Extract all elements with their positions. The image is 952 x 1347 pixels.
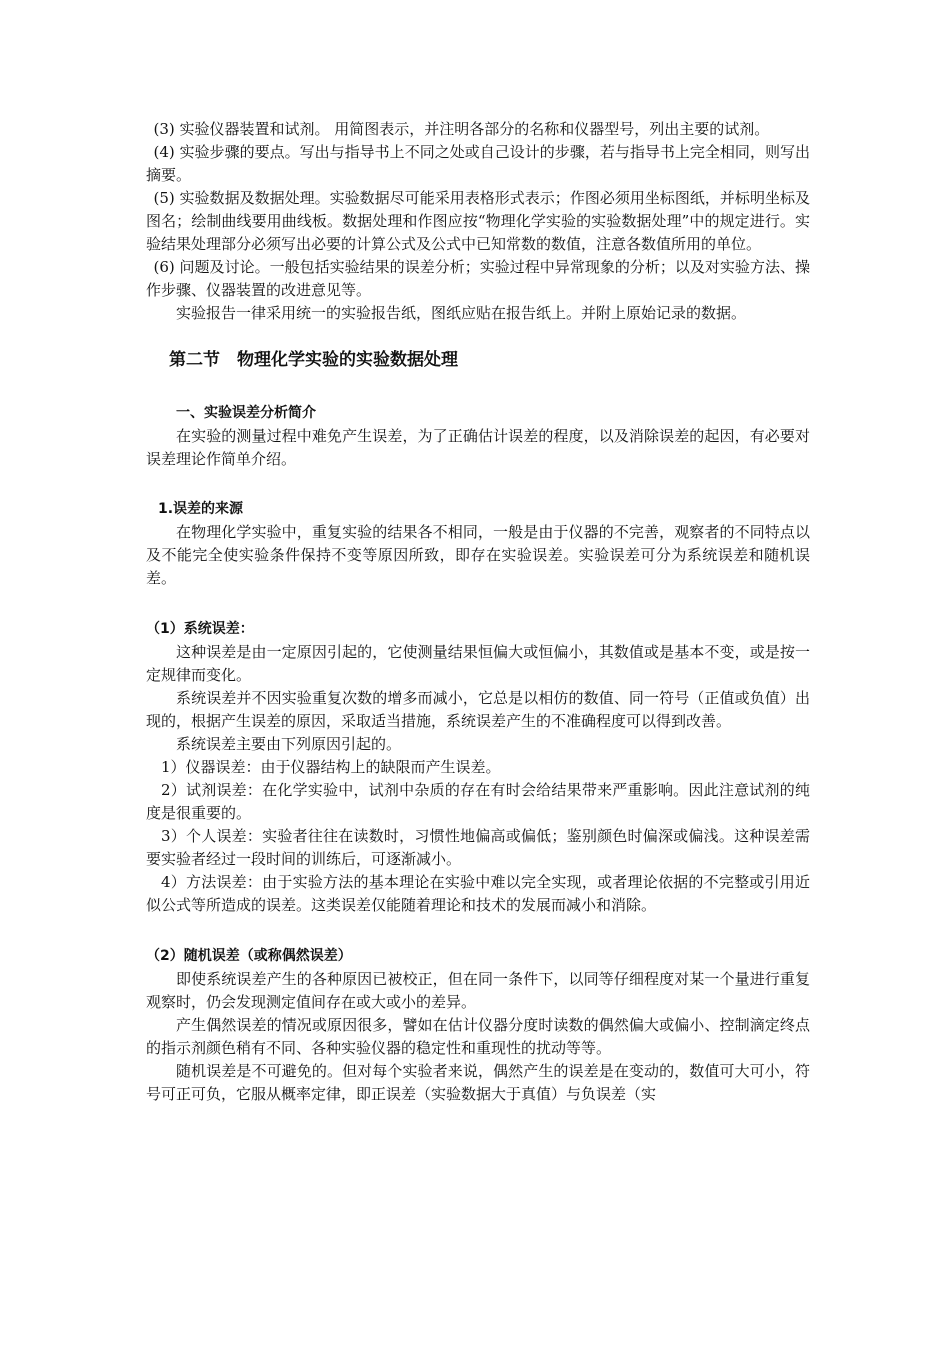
cause-item-reagent: 2）试剂误差：在化学实验中，试剂中杂质的存在有时会给结果带来严重影响。因此注意试剂的纯度是很重要的。 <box>146 781 810 822</box>
heading-systematic-error: （1）系统误差： <box>146 621 254 637</box>
heading-random-error: （2）随机误差（或称偶然误差） <box>146 948 352 964</box>
list-item-4 <box>146 141 810 187</box>
item-text: 问题及讨论。一般包括实验结果的误差分析；实验过程中异常现象的分析；以及对实验方法、操作步骤、仪器装置的改进意见等。 <box>146 258 810 299</box>
cause-item-method: 4）方法误差：由于实验方法的基本理论在实验中难以完全实现，或者理论依据的不完整或引用近似公式等所造成的误差。这类误差仅能随着理论和技术的发展而减小和消除。 <box>146 873 810 914</box>
item-number: (6) <box>153 258 175 276</box>
item-text: 实验数据及数据处理。实验数据尽可能采用表格形式表示；作图必须用坐标图纸，并标明坐标及图名；绘制曲线要用曲线板。数据处理和作图应按“物理化学实验的实验数据处理”中的规定进行。实验结果处理部分必须写出必要的计算公式及公式中已知常数的数值，注意各数值所用的单位。 <box>146 189 810 253</box>
item-number: (4) <box>153 143 175 161</box>
section-title: 第二节 物理化学实验的实验数据处理 <box>169 350 458 370</box>
item-number: (3) <box>153 120 175 138</box>
list-item-5 <box>146 187 810 256</box>
item-text: 实验仪器装置和试剂。 用简图表示，并注明各部分的名称和仪器型号，列出主要的试剂。 <box>179 120 770 138</box>
subsection-heading-overview: 一、实验误差分析简介 <box>176 405 316 421</box>
random-paragraph-1: 即使系统误差产生的各种原因已被校正，但在同一条件下，以同等仔细程度对某一个量进行重复观察时，仍会发现测定值间存在或大或小的差异。 <box>146 970 810 1011</box>
systematic-paragraph-1: 这种误差是由一定原因引起的，它使测量结果恒偏大或恒偏小，其数值或是基本不变，或是按一定规律而变化。 <box>146 643 810 684</box>
error-source-paragraph: 在物理化学实验中，重复实验的结果各不相同，一般是由于仪器的不完善，观察者的不同特点以及不能完全使实验条件保持不变等原因所致，即存在实验误差。实验误差可分为系统误差和随机误差。 <box>146 523 810 587</box>
item-number: (5) <box>153 189 175 207</box>
report-note: 实验报告一律采用统一的实验报告纸，图纸应贴在报告纸上。并附上原始记录的数据。 <box>176 304 747 322</box>
random-paragraph-2: 产生偶然误差的情况或原因很多，譬如在估计仪器分度时读数的偶然偏大或偏小、控制滴定终点的指示剂颜色稍有不同、各种实验仪器的稳定性和重现性的扰动等等。 <box>146 1016 810 1057</box>
random-paragraph-3: 随机误差是不可避免的。但对每个实验者来说，偶然产生的误差是在变动的，数值可大可小，符号可正可负，它服从概率定律，即正误差（实验数据大于真值）与负误差（实 <box>146 1062 810 1103</box>
overview-paragraph: 在实验的测量过程中难免产生误差，为了正确估计误差的程度，以及消除误差的起因，有必要对误差理论作简单介绍。 <box>146 427 810 468</box>
subsection-heading-error-source: 1.误差的来源 <box>158 501 244 517</box>
list-item-6 <box>146 256 810 302</box>
cause-item-personal: 3）个人误差：实验者往往在读数时，习惯性地偏高或偏低；鉴别颜色时偏深或偏浅。这种误差需要实验者经过一段时间的训练后，可逐渐减小。 <box>146 827 810 868</box>
list-item-3 <box>146 118 810 141</box>
systematic-paragraph-3: 系统误差主要由下列原因引起的。 <box>176 735 402 753</box>
systematic-paragraph-2: 系统误差并不因实验重复次数的增多而减小，它总是以相仿的数值、同一符号（正值或负值）出现的，根据产生误差的原因，采取适当措施，系统误差产生的不准确程度可以得到改善。 <box>146 689 810 730</box>
item-text: 实验步骤的要点。写出与指导书上不同之处或自己设计的步骤，若与指导书上完全相同，则写出摘要。 <box>146 143 810 184</box>
document-page <box>146 118 810 1106</box>
cause-item-instrument: 1）仪器误差：由于仪器结构上的缺限而产生误差。 <box>161 758 501 776</box>
